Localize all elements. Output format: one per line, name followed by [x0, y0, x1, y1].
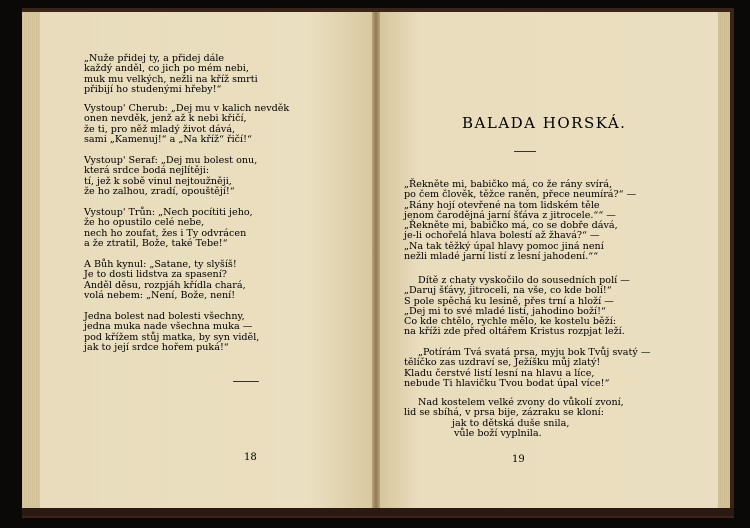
right-stanza-4 — [404, 398, 624, 419]
verse-line: přibijí ho studenými hřeby!“ — [84, 83, 222, 95]
left-stanza-5 — [84, 260, 246, 301]
verse-line: že ti, pro něž mladý život dává, — [84, 123, 236, 135]
verse-line: nežli mladé jarní listí z lesní jahodení.““ — [404, 251, 599, 263]
page-number-right: 19 — [512, 454, 525, 465]
verse-line: „Nuže přidej ty, a přidej dále — [84, 53, 225, 64]
verse-line: „Na tak těžký úpal hlavy pomoc jiná není — [404, 240, 604, 252]
book-bottom-edge — [22, 508, 734, 516]
verse-line: jedna muka nade všechna muka — — [84, 321, 253, 333]
verse-line: Anděl děsu, rozpjáh křídla chará, — [84, 279, 246, 291]
verse-line: nech ho zoufat, žes i Ty odvrácen — [84, 227, 247, 239]
verse-line: muk mu velkých, nežli na kříž smrti — [84, 73, 258, 85]
verse-line: že ho zalhou, zradí, opouštějí!“ — [84, 185, 235, 197]
verse-line: „Dej mi to své mladé listí, jahodino boží!“ — [404, 305, 606, 317]
poem-title: BALADA HORSKÁ. — [462, 114, 627, 132]
verse-line: Vystoup' Seraf: „Dej mu bolest onu, — [84, 155, 258, 166]
left-stanza-3 — [84, 156, 257, 197]
verse-line: „Rány hojí otevřené na tom lidském těle — [404, 199, 600, 211]
right-stanza-5 — [452, 419, 569, 440]
verse-line: je-li ochořelá hlava bolestí až žhavá?“ — — [404, 230, 600, 242]
verse-line: Vystoup' Cherub: „Dej mu v kalich nevděk — [84, 103, 290, 114]
verse-line: Dítě z chaty vyskočilo do sousedních polí — — [418, 275, 630, 286]
verse-line: Kladu čerstvé listí lesní na hlavu a líce, — [404, 367, 595, 379]
left-stanza-2 — [84, 104, 289, 145]
verse-line: která srdce bodá nejlítěji: — [84, 165, 210, 177]
verse-line: a že ztratil, Bože, také Tebe!“ — [84, 237, 228, 249]
verse-line: „Řekněte mi, babičko má, co se dobře dává, — [404, 220, 618, 232]
verse-line: tí, jež k sobě vinul nejtoužněji, — [84, 175, 232, 187]
verse-line: nebude Ti hlavičku Tvou bodat úpal více!“ — [404, 377, 610, 389]
verse-line: jak to dětská duše snila, — [452, 418, 570, 429]
verse-line: onen nevděk, jenž až k nebi křičí, — [84, 113, 247, 125]
verse-line: pod křížem stůj matka, by syn viděl, — [84, 331, 260, 343]
page-edges-right — [718, 12, 730, 512]
verse-line: Nad kostelem velké zvony do vůkolí zvoní, — [418, 397, 624, 408]
verse-line: jenom čarodějná jarní šťáva z jitrocele.““ — — [404, 209, 616, 221]
verse-line: volá nebem: „Není, Bože, není! — [84, 289, 236, 301]
verse-line: po čem člověk, těžce raněn, přece neumírá?“ — — [404, 189, 637, 201]
right-stanza-2 — [404, 276, 630, 338]
left-stanza-4 — [84, 208, 253, 249]
verse-line: „Daruj šťávy, jitroceli, na vše, co kde bolí!“ — [404, 285, 612, 297]
verse-line: že ho opustilo celé nebe, — [84, 217, 205, 229]
verse-line: Jedna bolest nad bolesti všechny, — [84, 311, 245, 322]
verse-line: tělíčko zas uzdraví se, Ježíšku můj zlatý! — [404, 357, 601, 369]
verse-line: sami „Kamenuj!“ a „Na kříž“ řičí!“ — [84, 133, 252, 145]
verse-line: Vystoup' Trůn: „Nech pocítiti jeho, — [84, 207, 253, 218]
title-rule — [514, 151, 536, 152]
verse-line: „Potírám Tvá svatá prsa, myju bok Tvůj svatý — — [418, 347, 651, 358]
left-stanza-1 — [84, 54, 258, 95]
verse-line: vůle boží vyplnila. — [454, 428, 542, 440]
verse-line: jak to její srdce hořem puká!“ — [84, 341, 229, 353]
right-stanza-1 — [404, 180, 636, 262]
verse-line: Co kde chtělo, rychle mělo, ke kostelu běží: — [404, 316, 617, 328]
right-stanza-3 — [404, 348, 650, 389]
verse-line: S pole spěchá ku lesině, přes trní a hloží — — [404, 295, 614, 307]
end-rule — [233, 381, 259, 382]
left-stanza-6 — [84, 312, 259, 353]
verse-line: Je to dosti lidstva za spasení? — [84, 269, 227, 281]
verse-line: A Bůh kynul: „Satane, ty slyšíš! — [84, 259, 237, 270]
verse-line: lid se sbíhá, v prsa bije, zázraku se kloní: — [404, 407, 604, 419]
verse-line: na kříži zde před oltářem Kristus rozpjat leží. — [404, 326, 625, 338]
verse-line: „Řekněte mi, babičko má, co že rány svírá, — [404, 179, 613, 190]
page-number-left: 18 — [244, 452, 257, 463]
verse-line: každý anděl, co jich po mém nebi, — [84, 63, 249, 75]
book-gutter — [372, 12, 380, 510]
